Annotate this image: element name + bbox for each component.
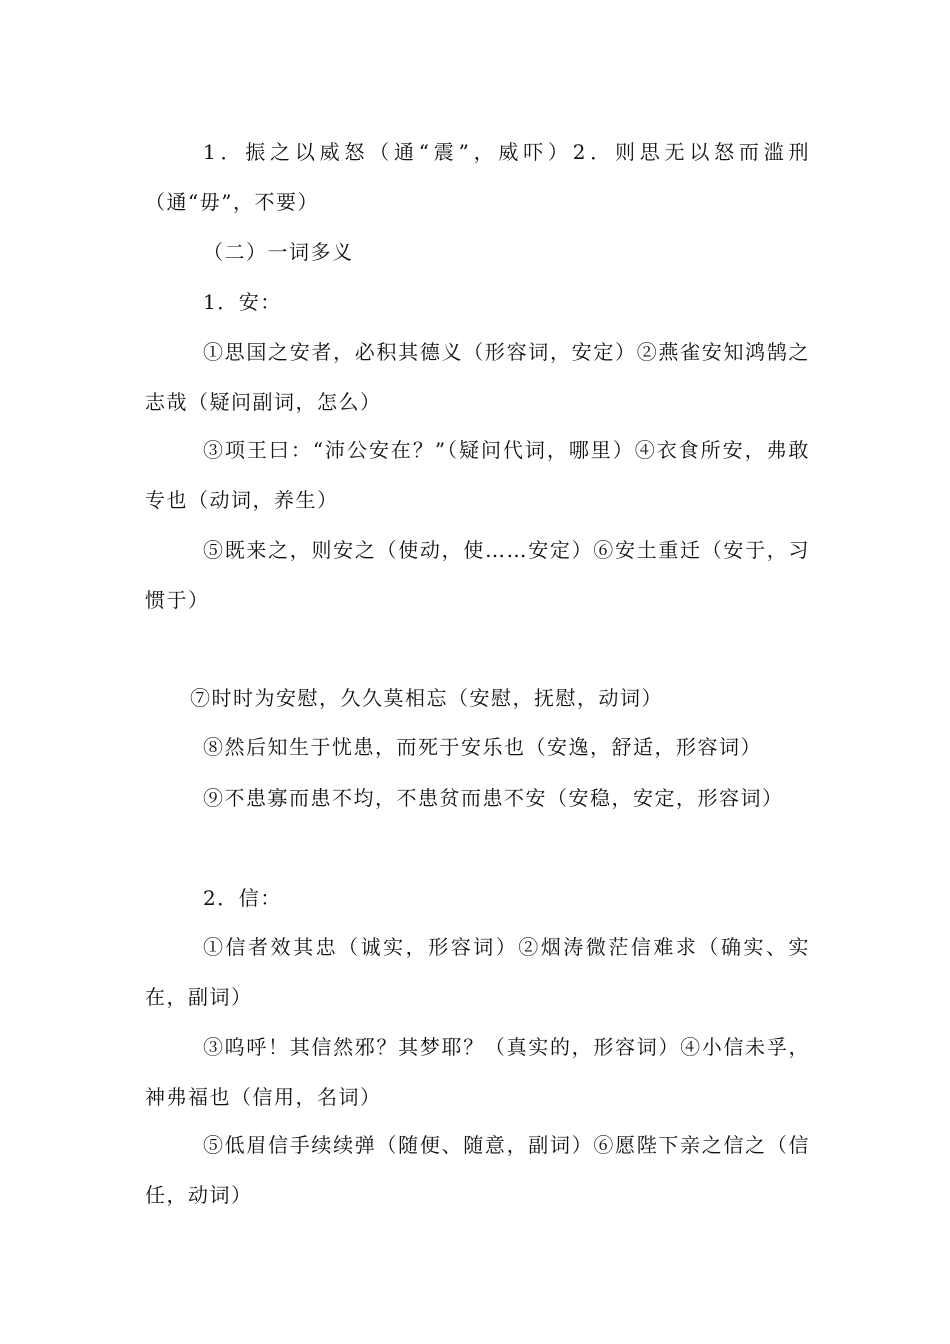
paragraph-xin-1-2: ①信者效其忠（诚实，形容词）②烟涛微茫信难求（确实、实在，副词）: [145, 935, 810, 1009]
paragraph-xin-5-6: ⑤低眉信手续续弹（随便、随意，副词）⑥愿陛下亲之信之（信任，动词）: [145, 1133, 810, 1207]
paragraph-an-5-6: ⑤既来之，则安之（使动，使……安定）⑥安土重迁（安于，习惯于）: [145, 538, 810, 612]
section-heading-polysemy: （二）一词多义: [203, 240, 354, 264]
paragraph-an-1-2: ①思国之安者，必积其德义（形容词，安定）②燕雀安知鸿鹄之志哉（疑问副词，怎么）: [145, 340, 810, 414]
paragraph-an-3-4: ③项王曰：“沛公安在？”（疑问代词，哪里）④衣食所安，弗敢专也（动词，养生）: [145, 438, 810, 512]
paragraph-an-7: ⑦时时为安慰，久久莫相忘（安慰，抚慰，动词）: [190, 686, 663, 710]
entry-heading-an: 1．安：: [203, 290, 282, 314]
entry-heading-xin: 2．信：: [203, 886, 282, 910]
paragraph-an-8: ⑧然后知生于忧患，而死于安乐也（安逸，舒适，形容词）: [203, 735, 762, 759]
paragraph-xin-3-4: ③呜呼！其信然邪？其梦耶？（真实的，形容词）④小信未孚，神弗福也（信用，名词）: [145, 1035, 810, 1109]
paragraph-an-9: ⑨不患寡而患不均，不患贫而患不安（安稳，安定，形容词）: [203, 786, 784, 810]
paragraph-tongjiazi: 1．振之以威怒（通“震”，威吓）2．则思无以怒而滥刑（通“毋”，不要）: [145, 140, 810, 214]
